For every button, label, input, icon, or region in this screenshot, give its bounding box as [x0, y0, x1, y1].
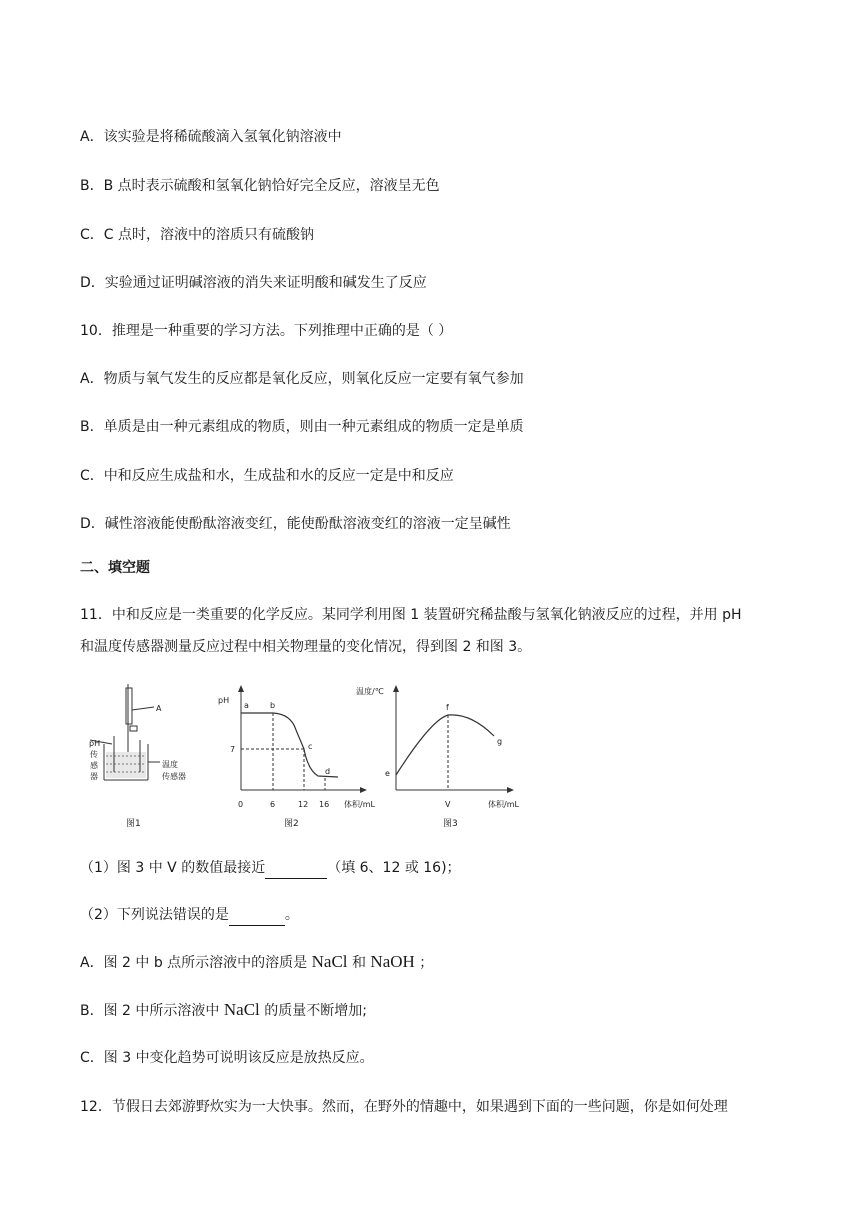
fig3-point-e: e: [385, 769, 390, 778]
fig1-ph-char-2: 感: [90, 761, 98, 770]
fig1-label-a: A: [156, 704, 162, 713]
fig3-caption: 图3: [443, 819, 458, 829]
fig2-xlabel: 体积/mL: [344, 800, 375, 809]
q10-option-a: A．物质与氧气发生的反应都是氧化反应，则氧化反应一定要有氧气参加: [80, 371, 524, 387]
fig2-point-b: b: [270, 701, 276, 710]
fig2-ylabel: pH: [218, 696, 230, 705]
fig2-caption: 图2: [284, 819, 299, 829]
q11-sub1-answer-blank[interactable]: [265, 858, 327, 879]
q11-stem-line1: 11．中和反应是一类重要的化学反应。某同学利用图 1 装置研究稀盐酸与氢氧化钠液反应的过程，并用 pH: [80, 607, 742, 623]
fig1-temp-label-2: 传感器: [162, 772, 186, 781]
fig2-xtick-0: 0: [238, 800, 244, 809]
q11-stem-line2: 和温度传感器测量反应过程中相关物理量的变化情况，得到图 2 和图 3。: [80, 639, 532, 655]
fig2-ytick-7: 7: [230, 745, 236, 754]
fig2-xtick-16: 16: [319, 800, 330, 809]
q11-sub1-text: （1）图 3 中 V 的数值最接近: [80, 860, 266, 876]
q10-option-d: D．碱性溶液能使酚酞溶液变红，能使酚酞溶液变红的溶液一定呈碱性: [80, 516, 511, 532]
formula-nacl: NaCl: [311, 952, 348, 971]
q10-stem: 10．推理是一种重要的学习方法。下列推理中正确的是（ ）: [80, 323, 453, 339]
q11-option-a-mid: 和: [347, 955, 371, 971]
fig3-point-g: g: [497, 737, 503, 746]
fig1-ph-char-3: 器: [90, 772, 98, 781]
q9-option-d: D．实验通过证明碱溶液的消失来证明酸和碱发生了反应: [80, 275, 427, 291]
q9-option-a: A．该实验是将稀硫酸滴入氢氧化钠溶液中: [80, 129, 342, 145]
q10-option-c: C．中和反应生成盐和水，生成盐和水的反应一定是中和反应: [80, 468, 454, 484]
q11-sub2-end: 。: [284, 907, 299, 923]
q11-option-b-end: 的质量不断增加;: [259, 1003, 367, 1019]
q11-option-b: [80, 1000, 367, 1021]
figure-1-apparatus: [89, 684, 186, 829]
q10-option-b: B．单质是由一种元素组成的物质，则由一种元素组成的物质一定是单质: [80, 419, 524, 435]
figure-3-temperature-chart: [356, 685, 519, 829]
q9-option-c: C．C 点时，溶液中的溶质只有硫酸钠: [80, 227, 315, 243]
q11-option-a-text: A．图 2 中 b 点所示溶液中的溶质是: [80, 955, 312, 971]
q12-stem-line1: 12．节假日去郊游野炊实为一大快事。然而，在野外的情趣中，如果遇到下面的一些问题，你是如何处理: [80, 1099, 728, 1115]
fig2-xtick-6: 6: [270, 800, 276, 809]
q11-sub2-answer-blank[interactable]: [229, 905, 285, 926]
formula-nacl: NaCl: [223, 1000, 260, 1019]
q11-figures: [86, 680, 526, 830]
q11-sub1-hint: （填 6、12 或 16)；: [327, 860, 461, 876]
q11-option-a-end: ；: [414, 955, 434, 971]
fig2-point-c: c: [308, 742, 313, 751]
q11-sub1: [80, 858, 461, 879]
fig3-xtick-v: V: [445, 800, 451, 809]
q11-option-b-text: B．图 2 中所示溶液中: [80, 1003, 224, 1019]
formula-naoh: NaOH: [370, 952, 415, 971]
q9-option-b: B．B 点时表示硫酸和氢氧化钠恰好完全反应，溶液呈无色: [80, 178, 440, 194]
q11-sub2: [80, 905, 299, 926]
fig1-temp-label-1: 温度: [162, 760, 178, 769]
q11-sub2-text: （2）下列说法错误的是: [80, 907, 229, 923]
fig1-ph-label: pH: [89, 739, 101, 748]
fig1-ph-char-1: 传: [90, 750, 98, 759]
section-title-fill-in: 二、填空题: [80, 560, 150, 576]
fig3-xlabel: 体积/mL: [488, 800, 519, 809]
fig2-point-d: d: [325, 767, 331, 776]
fig1-caption: 图1: [126, 819, 141, 829]
fig3-point-f: f: [446, 703, 449, 712]
fig3-temp-curve: [396, 715, 494, 775]
fig2-ph-curve: [241, 713, 338, 777]
fig2-xtick-12: 12: [298, 800, 309, 809]
fig3-ylabel: 温度/℃: [356, 687, 384, 696]
q11-option-c: C．图 3 中变化趋势可说明该反应是放热反应。: [80, 1050, 374, 1066]
figure-2-ph-chart: [218, 685, 375, 829]
fig2-point-a: a: [244, 701, 249, 710]
q11-option-a: [80, 952, 433, 973]
